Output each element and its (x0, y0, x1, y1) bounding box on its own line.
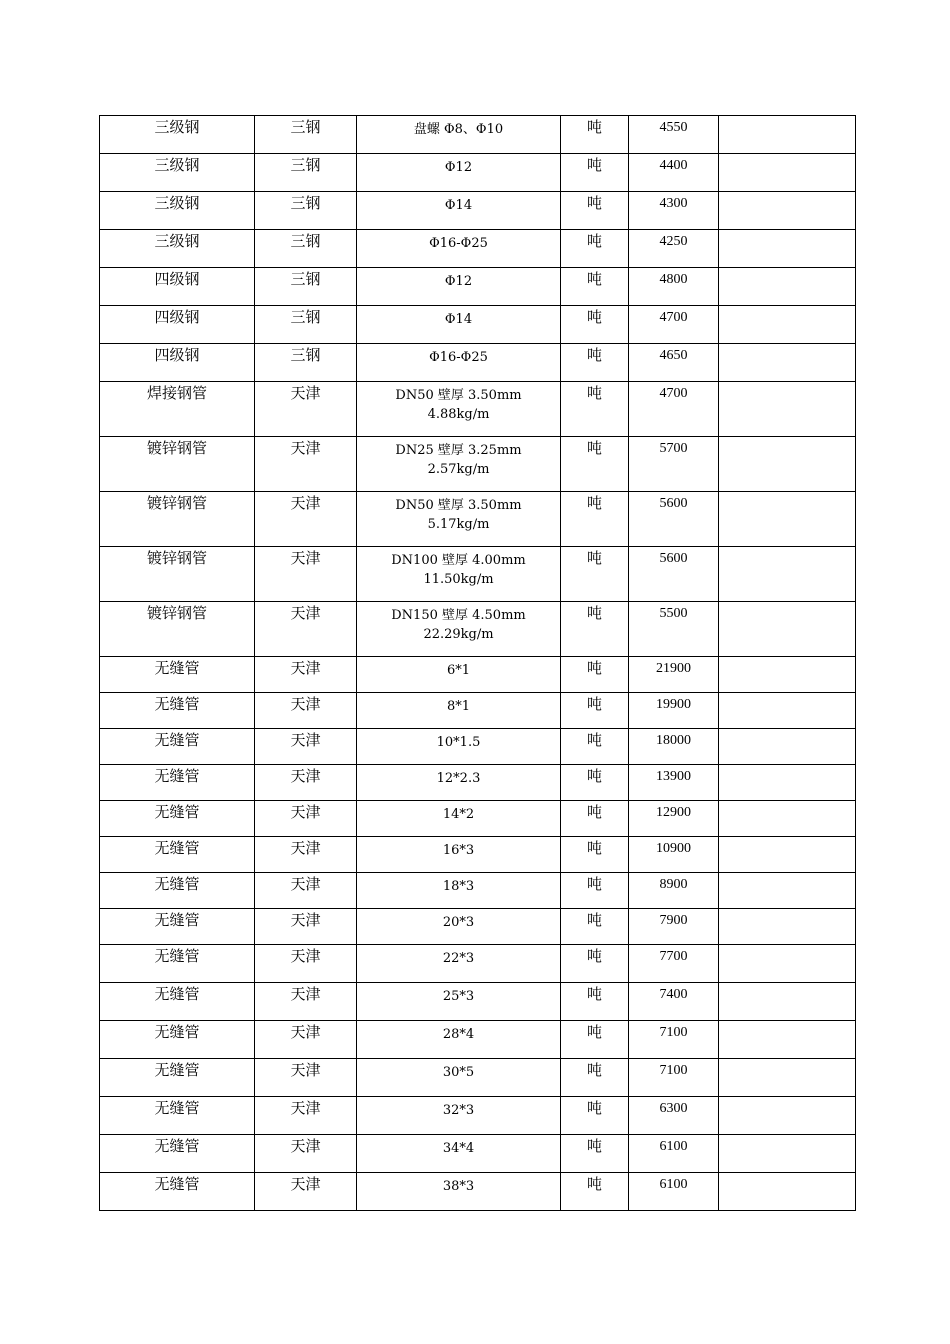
table-row (100, 306, 856, 344)
cell-note (719, 192, 856, 230)
spec-line: Φ12 (444, 274, 473, 289)
cell-unit: 吨 (561, 945, 629, 983)
cell-note (719, 693, 856, 729)
cell-product-name: 无缝管 (100, 1135, 255, 1173)
cell-unit: 吨 (561, 344, 629, 382)
cell-origin: 天津 (255, 873, 357, 909)
spec-line: Φ16-Φ25 (429, 350, 488, 365)
cell-unit: 吨 (561, 801, 629, 837)
cell-origin: 天津 (255, 1021, 357, 1059)
cell-product-name: 镀锌钢管 (100, 547, 255, 602)
cell-note (719, 983, 856, 1021)
cell-price: 4250 (629, 230, 719, 268)
table-row (100, 1173, 856, 1211)
spec-line: Φ12 (444, 160, 473, 175)
cell-note (719, 873, 856, 909)
cell-note (719, 306, 856, 344)
spec-line: 22.29kg/m (423, 627, 494, 642)
cell-price: 4700 (629, 382, 719, 437)
spec-line: 12*2.3 (436, 771, 481, 786)
cell-origin: 三钢 (255, 344, 357, 382)
cell-spec (357, 344, 561, 382)
cell-spec (357, 657, 561, 693)
cell-spec (357, 1173, 561, 1211)
cell-product-name: 三级钢 (100, 192, 255, 230)
cell-product-name: 无缝管 (100, 945, 255, 983)
cell-product-name: 无缝管 (100, 909, 255, 945)
cell-spec (357, 192, 561, 230)
table-row (100, 268, 856, 306)
cell-product-name: 焊接钢管 (100, 382, 255, 437)
cell-spec (357, 837, 561, 873)
cell-unit: 吨 (561, 983, 629, 1021)
cell-unit: 吨 (561, 765, 629, 801)
cell-origin: 三钢 (255, 306, 357, 344)
table-row (100, 344, 856, 382)
cell-price: 7900 (629, 909, 719, 945)
cell-price: 4800 (629, 268, 719, 306)
cell-product-name: 镀锌钢管 (100, 492, 255, 547)
cell-price: 5600 (629, 547, 719, 602)
cell-price: 4550 (629, 116, 719, 154)
cell-product-name: 四级钢 (100, 268, 255, 306)
table-row (100, 945, 856, 983)
cell-price: 13900 (629, 765, 719, 801)
cell-product-name: 四级钢 (100, 306, 255, 344)
cell-note (719, 437, 856, 492)
cell-product-name: 三级钢 (100, 230, 255, 268)
spec-line: 16*3 (442, 843, 475, 858)
cell-origin: 天津 (255, 909, 357, 945)
spec-line: 34*4 (442, 1141, 475, 1156)
cell-note (719, 268, 856, 306)
cell-product-name: 无缝管 (100, 657, 255, 693)
cell-price: 6100 (629, 1135, 719, 1173)
cell-unit: 吨 (561, 1059, 629, 1097)
cell-price: 7400 (629, 983, 719, 1021)
cell-origin: 三钢 (255, 154, 357, 192)
table-row (100, 230, 856, 268)
cell-product-name: 无缝管 (100, 693, 255, 729)
table-row (100, 1021, 856, 1059)
cell-note (719, 1173, 856, 1211)
cell-origin: 天津 (255, 1173, 357, 1211)
cell-origin: 三钢 (255, 268, 357, 306)
spec-line: Φ14 (444, 198, 473, 213)
cell-spec (357, 382, 561, 437)
cell-origin: 三钢 (255, 192, 357, 230)
spec-line: DN50 壁厚 3.50mm (395, 388, 522, 403)
cell-note (719, 945, 856, 983)
cell-spec (357, 547, 561, 602)
cell-note (719, 344, 856, 382)
table-row (100, 801, 856, 837)
table-row (100, 1135, 856, 1173)
cell-product-name: 无缝管 (100, 1059, 255, 1097)
cell-origin: 天津 (255, 1097, 357, 1135)
cell-product-name: 四级钢 (100, 344, 255, 382)
cell-unit: 吨 (561, 657, 629, 693)
cell-spec (357, 602, 561, 657)
cell-price: 4300 (629, 192, 719, 230)
cell-price: 4700 (629, 306, 719, 344)
cell-origin: 天津 (255, 729, 357, 765)
table-row (100, 437, 856, 492)
table-row (100, 983, 856, 1021)
cell-product-name: 无缝管 (100, 983, 255, 1021)
table-row (100, 192, 856, 230)
cell-spec (357, 693, 561, 729)
spec-line: 38*3 (442, 1179, 475, 1194)
cell-price: 8900 (629, 873, 719, 909)
cell-spec (357, 1097, 561, 1135)
price-table (99, 115, 856, 1211)
table-row (100, 116, 856, 154)
cell-origin: 天津 (255, 693, 357, 729)
table-row (100, 909, 856, 945)
cell-note (719, 1021, 856, 1059)
cell-unit: 吨 (561, 382, 629, 437)
cell-price: 18000 (629, 729, 719, 765)
spec-line: 10*1.5 (436, 735, 481, 750)
cell-unit: 吨 (561, 116, 629, 154)
cell-spec (357, 983, 561, 1021)
cell-product-name: 镀锌钢管 (100, 602, 255, 657)
table-row (100, 765, 856, 801)
cell-price: 10900 (629, 837, 719, 873)
cell-unit: 吨 (561, 1021, 629, 1059)
cell-product-name: 无缝管 (100, 1021, 255, 1059)
spec-line: 14*2 (442, 807, 475, 822)
cell-origin: 天津 (255, 765, 357, 801)
cell-spec (357, 230, 561, 268)
cell-note (719, 837, 856, 873)
cell-product-name: 无缝管 (100, 873, 255, 909)
cell-note (719, 492, 856, 547)
spec-line: Φ16-Φ25 (429, 236, 488, 251)
cell-product-name: 无缝管 (100, 801, 255, 837)
cell-product-name: 无缝管 (100, 765, 255, 801)
cell-note (719, 602, 856, 657)
cell-spec (357, 492, 561, 547)
table-row (100, 657, 856, 693)
spec-line: 5.17kg/m (427, 517, 490, 532)
spec-line: DN150 壁厚 4.50mm (391, 608, 526, 623)
cell-origin: 天津 (255, 945, 357, 983)
cell-unit: 吨 (561, 437, 629, 492)
cell-price: 5700 (629, 437, 719, 492)
cell-origin: 天津 (255, 1059, 357, 1097)
cell-unit: 吨 (561, 602, 629, 657)
spec-line: 30*5 (442, 1065, 475, 1080)
cell-price: 6100 (629, 1173, 719, 1211)
cell-price: 4400 (629, 154, 719, 192)
table-row (100, 602, 856, 657)
cell-origin: 天津 (255, 437, 357, 492)
cell-spec (357, 873, 561, 909)
cell-spec (357, 801, 561, 837)
cell-spec (357, 1059, 561, 1097)
table-row (100, 837, 856, 873)
cell-product-name: 无缝管 (100, 1173, 255, 1211)
spec-line: 2.57kg/m (427, 462, 490, 477)
spec-line: DN50 壁厚 3.50mm (395, 498, 522, 513)
cell-spec (357, 268, 561, 306)
spec-line: DN25 壁厚 3.25mm (395, 443, 522, 458)
cell-price: 5500 (629, 602, 719, 657)
cell-spec (357, 437, 561, 492)
cell-origin: 三钢 (255, 230, 357, 268)
cell-product-name: 无缝管 (100, 1097, 255, 1135)
spec-line: 盘螺 Φ8、Φ10 (413, 122, 504, 137)
cell-spec (357, 909, 561, 945)
cell-unit: 吨 (561, 230, 629, 268)
cell-unit: 吨 (561, 268, 629, 306)
cell-unit: 吨 (561, 693, 629, 729)
spec-line: 11.50kg/m (423, 572, 494, 587)
cell-price: 7700 (629, 945, 719, 983)
cell-unit: 吨 (561, 1135, 629, 1173)
cell-price: 4650 (629, 344, 719, 382)
cell-spec (357, 765, 561, 801)
table-row (100, 382, 856, 437)
cell-unit: 吨 (561, 729, 629, 765)
cell-product-name: 三级钢 (100, 154, 255, 192)
cell-note (719, 765, 856, 801)
spec-line: 32*3 (442, 1103, 475, 1118)
cell-price: 19900 (629, 693, 719, 729)
cell-origin: 天津 (255, 801, 357, 837)
cell-note (719, 1059, 856, 1097)
table-row (100, 492, 856, 547)
cell-spec (357, 729, 561, 765)
spec-line: 28*4 (442, 1027, 475, 1042)
cell-unit: 吨 (561, 909, 629, 945)
cell-spec (357, 116, 561, 154)
cell-price: 6300 (629, 1097, 719, 1135)
cell-unit: 吨 (561, 154, 629, 192)
cell-product-name: 无缝管 (100, 837, 255, 873)
cell-spec (357, 1135, 561, 1173)
cell-product-name: 镀锌钢管 (100, 437, 255, 492)
cell-note (719, 729, 856, 765)
table-row (100, 693, 856, 729)
spec-line: 20*3 (442, 915, 475, 930)
table-row (100, 729, 856, 765)
cell-unit: 吨 (561, 192, 629, 230)
cell-note (719, 230, 856, 268)
cell-note (719, 547, 856, 602)
cell-unit: 吨 (561, 547, 629, 602)
cell-origin: 天津 (255, 382, 357, 437)
cell-price: 7100 (629, 1059, 719, 1097)
cell-origin: 天津 (255, 547, 357, 602)
cell-note (719, 801, 856, 837)
table-row (100, 1097, 856, 1135)
spec-line: 4.88kg/m (427, 407, 490, 422)
cell-product-name: 无缝管 (100, 729, 255, 765)
cell-unit: 吨 (561, 1173, 629, 1211)
spec-line: 22*3 (442, 951, 475, 966)
cell-origin: 天津 (255, 1135, 357, 1173)
cell-price: 21900 (629, 657, 719, 693)
spec-line: 25*3 (442, 989, 475, 1004)
cell-unit: 吨 (561, 837, 629, 873)
cell-note (719, 382, 856, 437)
cell-note (719, 1135, 856, 1173)
table-row (100, 1059, 856, 1097)
cell-origin: 天津 (255, 837, 357, 873)
cell-spec (357, 1021, 561, 1059)
cell-unit: 吨 (561, 492, 629, 547)
spec-line: Φ14 (444, 312, 473, 327)
cell-note (719, 154, 856, 192)
cell-price: 7100 (629, 1021, 719, 1059)
cell-note (719, 657, 856, 693)
cell-spec (357, 306, 561, 344)
cell-note (719, 909, 856, 945)
cell-origin: 天津 (255, 983, 357, 1021)
spec-line: 18*3 (442, 879, 475, 894)
cell-note (719, 116, 856, 154)
cell-note (719, 1097, 856, 1135)
cell-spec (357, 945, 561, 983)
cell-origin: 三钢 (255, 116, 357, 154)
cell-origin: 天津 (255, 492, 357, 547)
cell-price: 5600 (629, 492, 719, 547)
cell-unit: 吨 (561, 873, 629, 909)
cell-unit: 吨 (561, 306, 629, 344)
cell-product-name: 三级钢 (100, 116, 255, 154)
cell-origin: 天津 (255, 657, 357, 693)
spec-line: 6*1 (446, 663, 471, 678)
table-row (100, 547, 856, 602)
cell-origin: 天津 (255, 602, 357, 657)
spec-line: DN100 壁厚 4.00mm (391, 553, 526, 568)
cell-price: 12900 (629, 801, 719, 837)
spec-line: 8*1 (446, 699, 471, 714)
table-row (100, 873, 856, 909)
cell-unit: 吨 (561, 1097, 629, 1135)
cell-spec (357, 154, 561, 192)
table-row (100, 154, 856, 192)
price-table-body (100, 116, 856, 1211)
